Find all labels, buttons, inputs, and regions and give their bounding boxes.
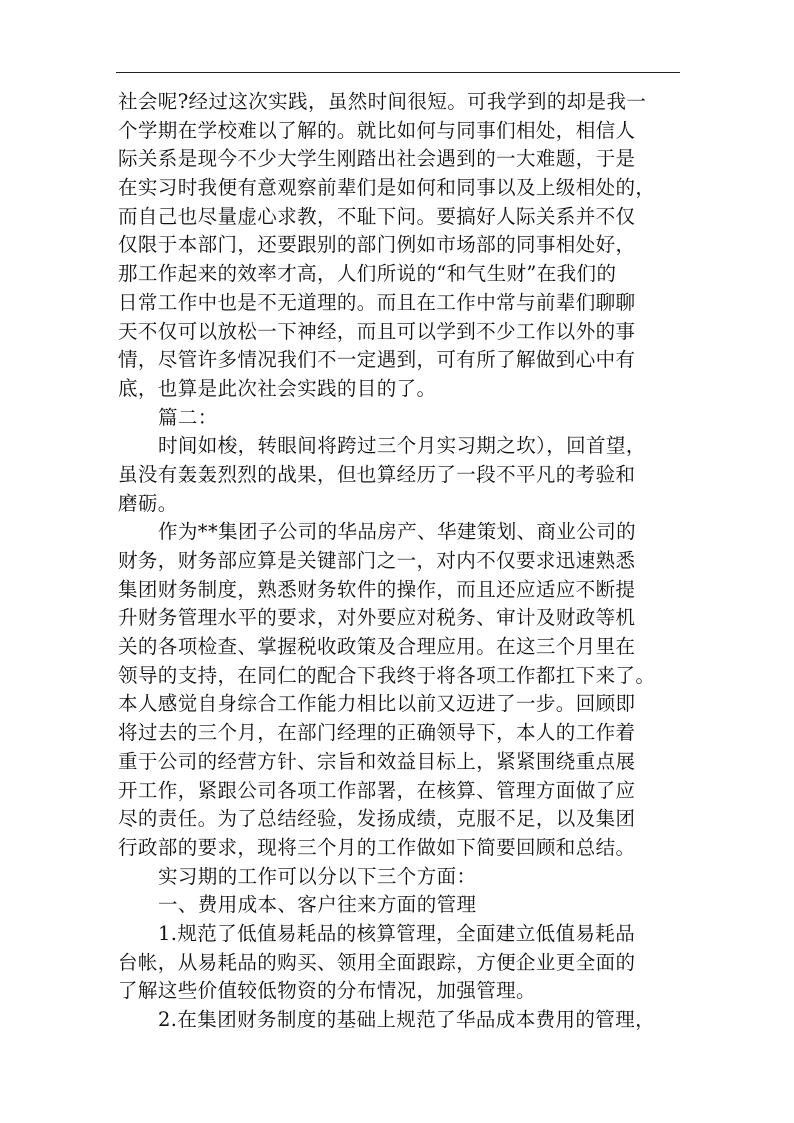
- text-line: 行政部的要求，现将三个月的工作做如下简要回顾和总结。: [118, 835, 636, 859]
- text-line: 篇二：: [158, 405, 218, 429]
- text-line: 作为**集团子公司的华品房产、华建策划、商业公司的: [158, 520, 637, 544]
- text-line: 开工作，紧跟公司各项工作部署，在核算、管理方面做了应: [118, 778, 636, 802]
- text-line: 尽的责任。为了总结经验，发扬成绩，克服不足，以及集团: [118, 807, 636, 831]
- text-line: 财务，财务部应算是关键部门之一，对内不仅要求迅速熟悉: [118, 549, 636, 572]
- text-line: 个学期在学校难以了解的。就比如何与同事们相处，相信人: [118, 118, 636, 142]
- text-line: 时间如梭，转眼间将跨过三个月实习期之坎），回首望，: [158, 434, 646, 458]
- text-line: 关的各项检查、掌握税收政策及合理应用。在这三个月里在: [118, 635, 636, 659]
- text-line: 了解这些价值较低物资的分布情况，加强管理。: [118, 979, 536, 1003]
- text-line: 升财务管理水平的要求，对外要应对税务、审计及财政等机: [118, 606, 636, 630]
- text-line: 底，也算是此次社会实践的目的了。: [118, 376, 437, 400]
- text-line: 实习期的工作可以分以下三个方面：: [158, 864, 477, 888]
- text-line: 本人感觉自身综合工作能力相比以前又迈进了一步。回顾即: [118, 692, 636, 716]
- text-line: 磨砺。: [118, 491, 178, 515]
- document-body: [118, 88, 680, 1035]
- text-line: 那工作起来的效率才高，人们所说的“和气生财”在我们的: [118, 262, 617, 286]
- text-line: 际关系是现今不少大学生刚踏出社会遇到的一大难题，于是: [118, 147, 636, 171]
- text-line: 1.规范了低值易耗品的核算管理，全面建立低值易耗品: [158, 921, 636, 945]
- text-line: 一、费用成本、客户往来方面的管理: [158, 893, 477, 917]
- text-line: 仅限于本部门，还要跟别的部门例如市场部的同事相处好，: [118, 233, 636, 257]
- text-line: 重于公司的经营方针、宗旨和效益目标上，紧紧围绕重点展: [118, 749, 636, 773]
- text-line: 在实习时我便有意观察前辈们是如何和同事以及上级相处的，: [118, 176, 656, 200]
- text-line: 日常工作中也是不无道理的。而且在工作中常与前辈们聊聊: [118, 290, 636, 314]
- text-line: 台帐，从易耗品的购买、领用全面跟踪，方便企业更全面的: [118, 950, 636, 974]
- text-line: 而自己也尽量虚心求教，不耻下问。要搞好人际关系并不仅: [118, 204, 636, 228]
- text-line: 2.在集团财务制度的基础上规范了华品成本费用的管理，: [158, 1008, 656, 1031]
- text-line: 社会呢?经过这次实践，虽然时间很短。可我学到的却是我一: [118, 90, 647, 113]
- text-line: 集团财务制度，熟悉财务软件的操作，而且还应适应不断提: [118, 577, 636, 601]
- header-rule: [116, 72, 680, 73]
- text-line: 情，尽管许多情况我们不一定遇到，可有所了解做到心中有: [118, 348, 636, 372]
- text-line: 将过去的三个月，在部门经理的正确领导下，本人的工作着: [118, 721, 636, 745]
- text-line: 领导的支持，在同仁的配合下我终于将各项工作都扛下来了。: [118, 663, 656, 687]
- text-line: 虽没有轰轰烈烈的战果，但也算经历了一段不平凡的考验和: [118, 462, 636, 486]
- text-line: 天不仅可以放松一下神经，而且可以学到不少工作以外的事: [118, 319, 636, 343]
